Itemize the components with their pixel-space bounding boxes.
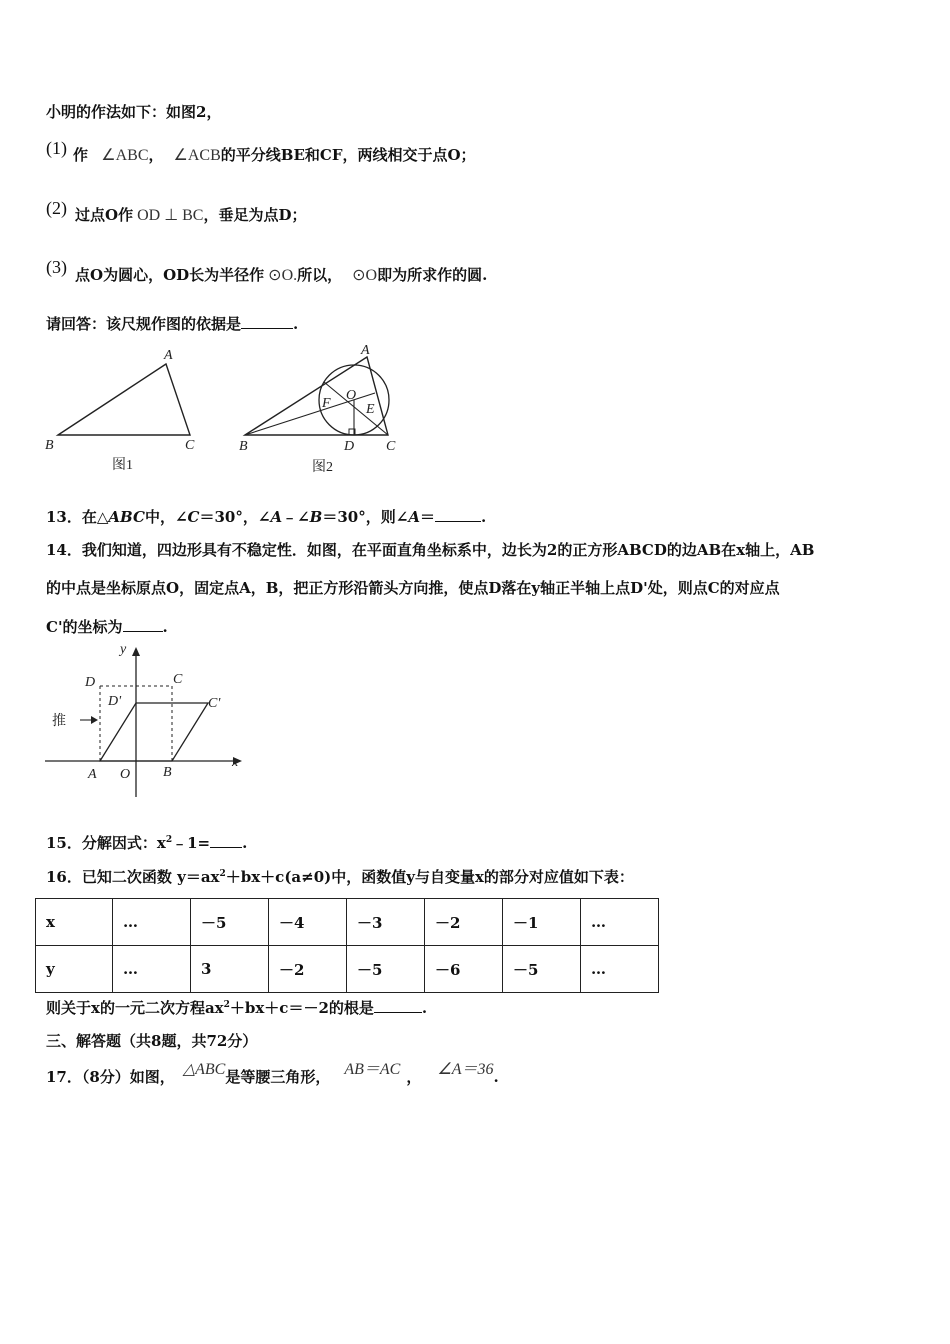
label-o: O xyxy=(120,767,131,782)
intro-text: 小明的作法如下：如图2， xyxy=(46,103,222,121)
step-number: (2) xyxy=(46,198,67,218)
push-arrowhead xyxy=(91,716,98,724)
label-b: B xyxy=(239,439,248,454)
step-text: 过点O作 xyxy=(75,206,134,224)
triangle-abc xyxy=(58,364,190,435)
label-a: A xyxy=(361,343,370,358)
step-text: ，垂足为点D； xyxy=(203,206,307,224)
math-circle: ⊙O. xyxy=(268,267,298,284)
math-circle: ⊙O xyxy=(352,267,378,284)
math-angle: ∠A＝36 xyxy=(437,1061,494,1078)
label-f: F xyxy=(322,396,331,411)
question-13: 13．在△ABC中，∠C＝30°，∠A﹣∠B＝30°，则∠A＝ . xyxy=(46,508,487,526)
label-a: A xyxy=(164,348,173,363)
table-cell: －6 xyxy=(425,946,503,993)
answer-blank xyxy=(123,619,163,632)
math-angle: ∠ABC xyxy=(101,147,149,164)
label-c: C xyxy=(386,439,396,454)
math-angle: ∠ACB xyxy=(173,147,221,164)
label-c: C xyxy=(185,438,195,453)
label-push: 推 xyxy=(52,714,66,729)
label-d: D xyxy=(85,675,96,690)
step-number: (1) xyxy=(46,138,67,158)
table-cell: －5 xyxy=(503,946,581,993)
table-cell: －2 xyxy=(269,946,347,993)
label-c-prime: C' xyxy=(208,696,221,711)
figure-2 xyxy=(230,340,410,480)
question-16-answer: 则关于x的一元二次方程$ax^2+bx+c=-2$的根是 . xyxy=(46,999,428,1017)
label-y: y xyxy=(120,642,127,657)
table-row xyxy=(36,946,659,993)
label-x: x xyxy=(232,755,239,770)
question-text: 请回答：该尺规作图的依据是 . xyxy=(46,315,299,333)
step-number: (3) xyxy=(46,257,67,277)
table-row xyxy=(36,899,659,946)
label-b: B xyxy=(163,765,172,780)
answer-blank xyxy=(210,835,242,848)
table-cell: y xyxy=(36,946,113,993)
table-cell: … xyxy=(581,899,659,946)
parallelogram xyxy=(100,703,208,761)
question-16: 16．已知二次函数 $y=ax^2+bx+c(a\ne 0)$中，函数值y与自变量x的部分对应值如下表： xyxy=(46,868,634,886)
y-axis-arrow xyxy=(132,647,140,656)
label-c: C xyxy=(173,672,183,687)
label-e: E xyxy=(366,402,375,417)
question-14-line2: 的中点是坐标原点O，固定点A，B，把正方形沿箭头方向推，使点D落在y轴正半轴上点D'处，则点C的对应点 xyxy=(46,579,780,597)
table-cell: －3 xyxy=(347,899,425,946)
label-d-prime: D' xyxy=(108,694,122,709)
step-text: 的平分线BE和CF，两线相交于点O； xyxy=(220,146,476,164)
table-cell: … xyxy=(581,946,659,993)
table-cell: －1 xyxy=(503,899,581,946)
question-15: 15．分解因式：$x^2﹣1=$ . xyxy=(46,834,248,852)
answer-blank xyxy=(241,316,293,329)
table-cell: －5 xyxy=(191,899,269,946)
section-heading: 三、解答题（共8题，共72分） xyxy=(46,1032,258,1050)
step-text: 即为所求作的圆. xyxy=(377,266,488,284)
value-table xyxy=(35,898,659,993)
table-cell: －5 xyxy=(347,946,425,993)
table-cell: … xyxy=(113,899,191,946)
question-17: 17．（8分）如图， △ABC是等腰三角形， AB＝AC ， ∠A＝36. xyxy=(46,1061,499,1086)
step-text: 作 xyxy=(73,146,89,164)
answer-blank xyxy=(374,1000,422,1013)
label-a: A xyxy=(88,767,97,782)
math-triangle: △ABC xyxy=(182,1061,226,1078)
question-14-line1: 14．我们知道，四边形具有不稳定性．如图，在平面直角坐标系中，边长为2的正方形ABCD的边AB在x轴上，AB xyxy=(46,541,815,559)
math-perp: OD ⊥ BC xyxy=(137,207,204,224)
question-14-line3: C'的坐标为 . xyxy=(46,618,168,636)
figure-caption: 图2 xyxy=(312,460,333,475)
table-cell: 3 xyxy=(191,946,269,993)
figure-caption: 图1 xyxy=(112,458,133,473)
label-b: B xyxy=(45,438,54,453)
figure-coordinate xyxy=(40,640,260,805)
table-cell: x xyxy=(36,899,113,946)
table-cell: －2 xyxy=(425,899,503,946)
table-cell: … xyxy=(113,946,191,993)
figure-1 xyxy=(40,345,210,475)
label-o: O xyxy=(346,388,357,403)
label-d: D xyxy=(344,439,355,454)
table-cell: －4 xyxy=(269,899,347,946)
step-text: 点O为圆心，OD长为半径作 xyxy=(75,266,265,284)
answer-blank xyxy=(435,509,481,522)
math-equal: AB＝AC xyxy=(344,1061,401,1078)
